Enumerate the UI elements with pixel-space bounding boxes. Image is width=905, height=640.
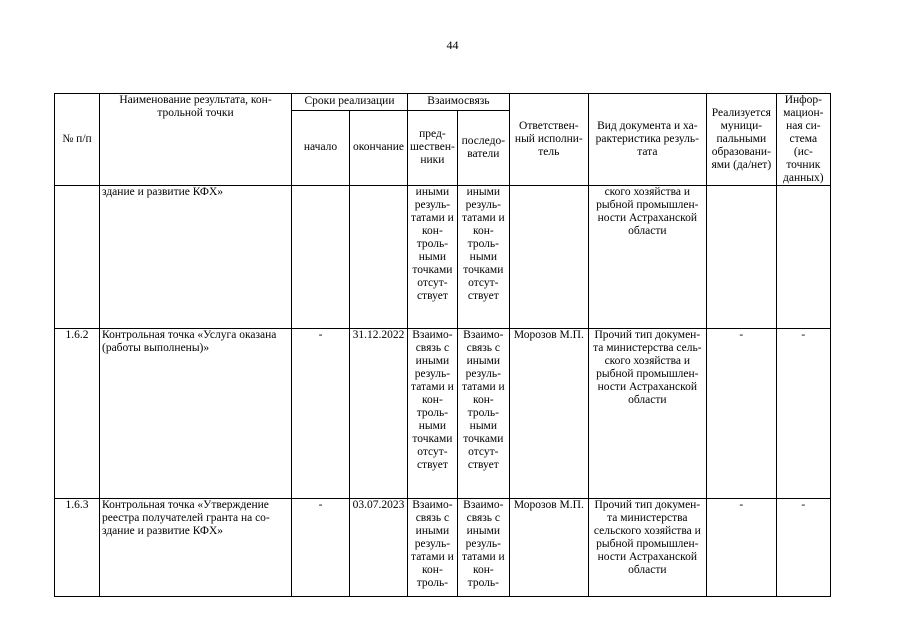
- cell-predecessors: иными резуль- татами и кон- троль- ными точками отсут- ствует: [408, 186, 458, 329]
- cell-start: [292, 186, 350, 329]
- cell-num: 1.6.3: [55, 499, 100, 597]
- plan-table: [54, 93, 831, 597]
- header-responsible: Ответствен- ный исполни- тель: [509, 94, 588, 186]
- cell-end: 31.12.2022: [350, 329, 408, 499]
- cell-successors: Взаимо- связь с иными резуль- татами и кон- троль- ными точками отсут- ствует: [457, 329, 509, 499]
- cell-doc-type: ского хозяйства и рыбной промышлен- ности Астраханской области: [588, 186, 706, 329]
- header-name: Наименование результата, кон- трольной точки: [100, 94, 292, 186]
- table-header: [55, 94, 831, 186]
- cell-num: [55, 186, 100, 329]
- cell-responsible: Морозов М.П.: [509, 329, 588, 499]
- cell-info-system: [776, 186, 830, 329]
- cell-start: -: [292, 329, 350, 499]
- header-doc-type: Вид документа и ха- рактеристика резуль- тата: [588, 94, 706, 186]
- header-info-system: Инфор- мацион- ная си- стема (ис- точник данных): [776, 94, 830, 186]
- header-successors: последо- ватели: [457, 110, 509, 185]
- cell-predecessors: Взаимо- связь с иными резуль- татами и кон- троль-: [408, 499, 458, 597]
- cell-end: 03.07.2023: [350, 499, 408, 597]
- cell-num: 1.6.2: [55, 329, 100, 499]
- header-municipal: Реализуется муници- пальными образовани- ями (да/нет): [706, 94, 776, 186]
- cell-predecessors: Взаимо- связь с иными резуль- татами и кон- троль- ными точками отсут- ствует: [408, 329, 458, 499]
- header-relation: Взаимосвязь: [408, 94, 510, 111]
- cell-municipal: [706, 186, 776, 329]
- cell-doc-type: Прочий тип докумен- та министерства сельского хозяйства и рыбной промышлен- ности Астраханской области: [588, 499, 706, 597]
- cell-municipal: -: [706, 499, 776, 597]
- cell-name: здание и развитие КФХ»: [100, 186, 292, 329]
- cell-name: Контрольная точка «Утверждение реестра получателей гранта на со- здание и развитие КФХ»: [100, 499, 292, 597]
- cell-info-system: -: [776, 499, 830, 597]
- cell-successors: Взаимо- связь с иными резуль- татами и кон- троль-: [457, 499, 509, 597]
- page-number: 44: [446, 38, 459, 52]
- header-terms: Сроки реализации: [292, 94, 408, 111]
- cell-end: [350, 186, 408, 329]
- header-predecessors: пред- шествен- ники: [408, 110, 458, 185]
- table-row: [55, 186, 831, 329]
- cell-name: Контрольная точка «Услуга оказана (работы выполнены)»: [100, 329, 292, 499]
- cell-successors: иными резуль- татами и кон- троль- ными точками отсут- ствует: [457, 186, 509, 329]
- cell-info-system: -: [776, 329, 830, 499]
- header-term-end: окончание: [350, 110, 408, 185]
- cell-responsible: Морозов М.П.: [509, 499, 588, 597]
- header-term-start: начало: [292, 110, 350, 185]
- table-row: [55, 329, 831, 499]
- table-row: [55, 499, 831, 597]
- cell-responsible: [509, 186, 588, 329]
- header-num: № п/п: [55, 94, 100, 186]
- cell-doc-type: Прочий тип докумен- та министерства сель- ского хозяйства и рыбной промышлен- ности Астраханской области: [588, 329, 706, 499]
- cell-municipal: -: [706, 329, 776, 499]
- cell-start: -: [292, 499, 350, 597]
